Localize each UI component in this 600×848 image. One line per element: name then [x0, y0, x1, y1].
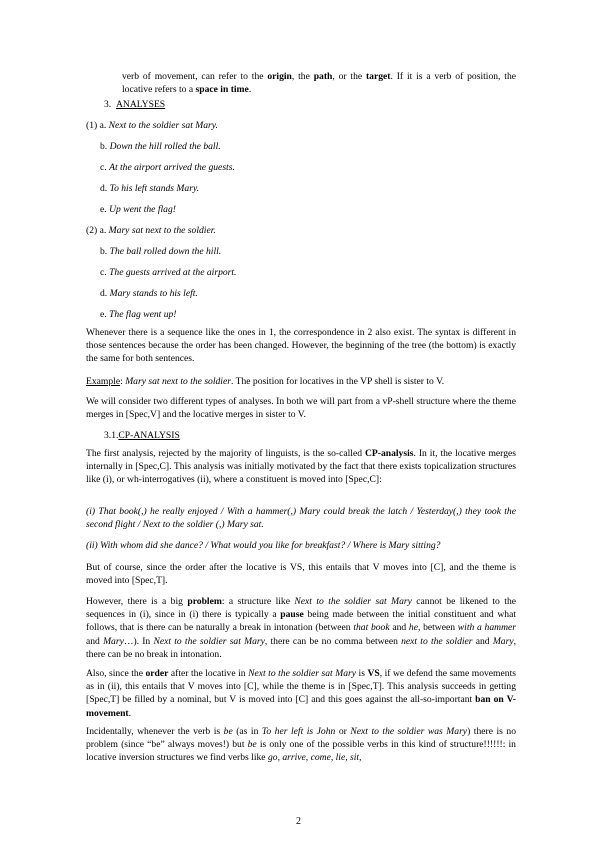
example-2d: d. Mary stands to his left.	[100, 288, 198, 299]
paragraph-example: Example: Mary sat next to the soldier. The position for locatives in the VP shell is sister to V.	[86, 376, 445, 387]
intro-paragraph: verb of movement, can refer to the origin, the path, or the target. If it is a verb of position, the locative refers to a space in time.	[122, 71, 516, 96]
section-heading-cp-analysis: 3.1.CP-ANALYSIS	[104, 430, 180, 441]
paragraph-incidentally: Incidentally, whenever the verb is be (as in To her left is John or Next to the soldier was Mary) there is no problem (since “be” always moves!) but be is only one of the possible verbs in this kind of structure!!!!!!: in locative inversion structures we find verbs like go, arrive, come, lie, sit,	[86, 726, 516, 764]
paragraph-first-analysis: The first analysis, rejected by the majority of linguists, is the so-called CP-analysis. In it, the locative merges internally in [Spec,C]. This analysis was initially motivated by the fact that there exists topicalization structures like (i), or wh-interrogatives (ii), where a constituent is moved into [Spec,C]:	[86, 448, 516, 486]
paragraph-sequence: Whenever there is a sequence like the ones in 1, the correspondence in 2 also exist. The syntax is different in those sentences because the order has been changed. However, the beginning of the tree (the bottom) is exactly the same for both sentences.	[86, 327, 516, 365]
page-number: 2	[296, 816, 301, 827]
paragraph-two-types: We will consider two different types of analyses. In both we will part from a vP-shell structure where the theme merges in [Spec,V] and the locative merges in sister to V.	[86, 396, 516, 421]
example-2a: (2) a. Mary sat next to the soldier.	[86, 225, 216, 236]
example-1e: e. Up went the flag!	[100, 204, 176, 215]
example-1d: d. To his left stands Mary.	[100, 183, 200, 194]
example-1a: (1) a. Next to the soldier sat Mary.	[86, 120, 218, 131]
example-2e: e. The flag went up!	[100, 309, 177, 320]
example-1b: b. Down the hill rolled the ball.	[100, 141, 221, 152]
example-ii: (ii) With whom did she dance? / What would you like for breakfast? / Where is Mary sitting?	[86, 540, 441, 551]
example-1c: c. At the airport arrived the guests.	[100, 162, 235, 173]
example-i: (i) That book(,) he really enjoyed / With a hammer(,) Mary could break the latch / Yesterday(,) they took the second flight / Next to the soldier (,) Mary sat.	[86, 506, 516, 531]
paragraph-also: Also, since the order after the locative in Next to the soldier sat Mary is VS, if we defend the same movements as in (ii), this entails that V moves into [C], while the theme is in [Spec,T]. This analysis succeeds in getting [Spec,T] be filled by a nominal, but V is moved into [C] and this goes against the all-so-important ban on V-movement.	[86, 668, 516, 719]
paragraph-however: However, there is a big problem: a structure like Next to the soldier sat Mary cannot be likened to the sequences in (i), since in (i) there is typically a pause being made between the initial constituent and what follows, that is there can be naturally a break in intonation (between that book and he, between with a hammer and Mary…). In Next to the soldier sat Mary, there can be no comma between next to the soldier and Mary, there can be no break in intonation.	[86, 596, 516, 660]
section-heading-analyses: 3. ANALYSES	[104, 99, 166, 110]
example-2c: c. The guests arrived at the airport.	[100, 267, 237, 278]
paragraph-but: But of course, since the order after the locative is VS, this entails that V moves into [C], and the theme is moved into [Spec,T].	[86, 562, 516, 587]
example-2b: b. The ball rolled down the hill.	[100, 246, 222, 257]
